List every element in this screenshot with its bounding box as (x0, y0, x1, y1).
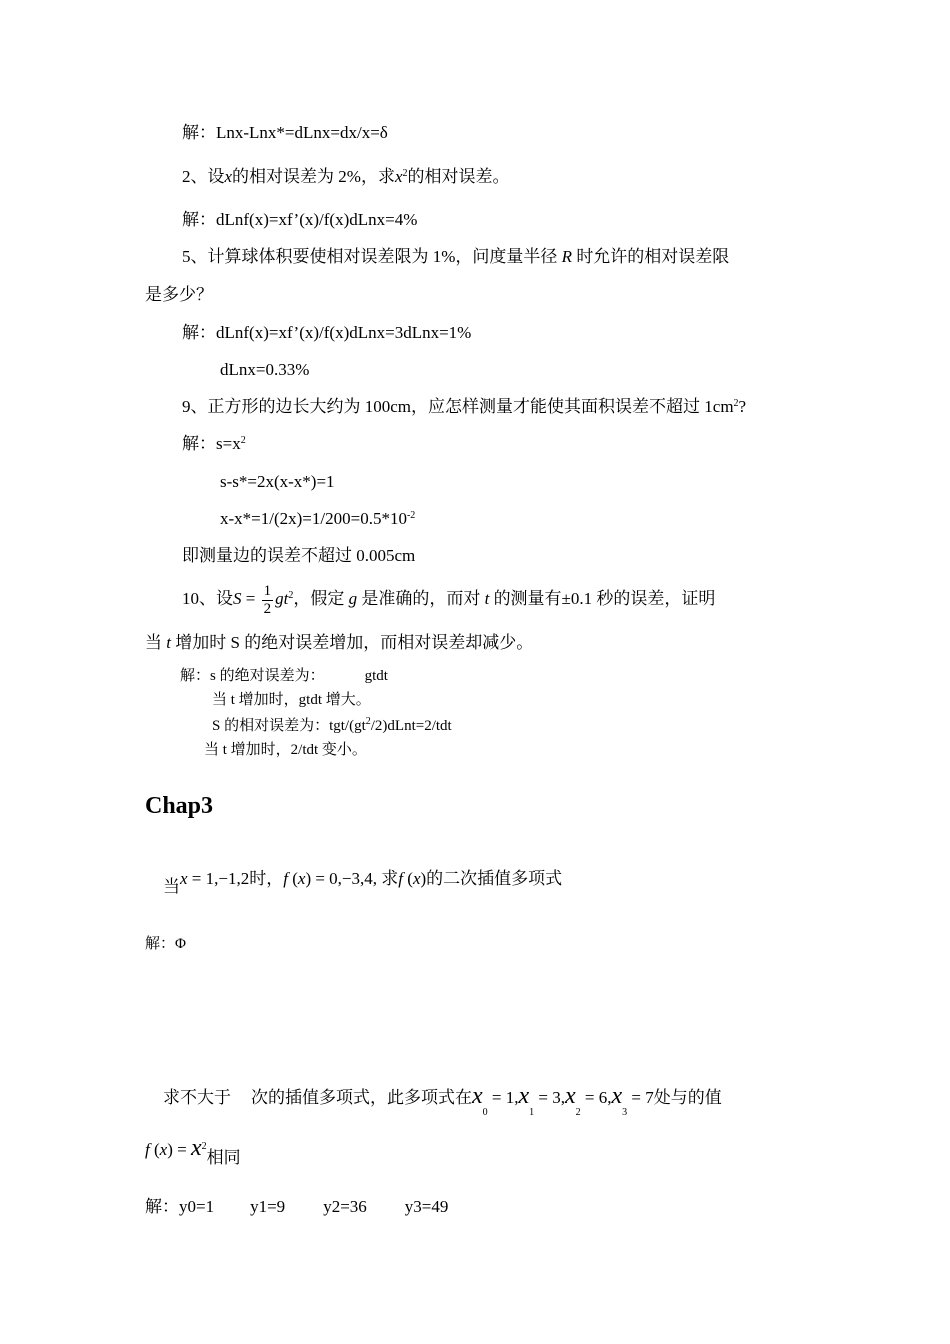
var-f: f (398, 869, 404, 888)
answer-2: 解：dLnf(x)=xf’(x)/f(x)dLnx=4% (182, 210, 418, 229)
answer-10-line4: 当 t 增加时，2/tdt 变小。 (204, 742, 367, 758)
chap3-answer-1: 解：Φ (145, 936, 186, 952)
q9-text-a: 9、正方形的边长大约为 100cm，应怎样测量才能使其面积误差不超过 1cm (182, 397, 734, 416)
var-x3: x (611, 1083, 623, 1109)
var-x: x (159, 1140, 168, 1159)
q2-text-b: 的相对误差为 2%，求 (232, 167, 395, 186)
q5-text-b: 时允许的相对误差限 (576, 247, 730, 266)
cq1-paren2: ( (403, 869, 413, 888)
answer-9 (182, 433, 246, 455)
question-5 (182, 246, 729, 268)
answer-10-line3 (212, 716, 452, 736)
answer-9-line2: s-s*=2x(x-x*)=1 (220, 472, 335, 491)
var-g: g (348, 589, 358, 608)
val-x2: = 6, (580, 1088, 612, 1107)
val-x0: = 1, (487, 1088, 519, 1107)
answer-9-line3 (220, 508, 415, 530)
var-x-big: x (190, 1135, 202, 1161)
a9-l3-text: x-x*=1/(2x)=1/200=0.5*10 (220, 509, 407, 528)
sub-3: 3 (622, 1107, 628, 1118)
fraction-denominator: 2 (263, 600, 272, 617)
cq1-paren: ( (287, 869, 298, 888)
sub-0: 0 (482, 1107, 488, 1118)
var-x2: x (565, 1083, 576, 1109)
cq1-text-b: = 1,−1,2时， (187, 869, 284, 888)
fraction-numerator: 1 (263, 582, 272, 599)
answer-5-line2: dLnx=0.33% (220, 360, 310, 379)
var-x: x (224, 167, 233, 186)
chap3-question-1 (163, 868, 563, 896)
var-t: t (166, 633, 171, 652)
ans-y0: 解：y0=1 (145, 1197, 215, 1216)
q5-text-a: 5、计算球体积要使相对误差限为 1%，问度量半径 (182, 247, 558, 266)
sup-2: 2 (733, 398, 739, 409)
q10c-text-a: 当 (145, 633, 162, 652)
ans-y2: y2=36 (323, 1197, 367, 1216)
a9-text: 解：s=x (182, 434, 241, 453)
var-S: S (233, 589, 242, 608)
answer-10-line1 (180, 666, 388, 686)
a10-l1-text-b: gtdt (364, 668, 388, 684)
ans-y1: y1=9 (250, 1197, 286, 1216)
sub-1: 1 (529, 1107, 535, 1118)
sup-neg2: -2 (406, 510, 416, 521)
cq3-paren: ( (149, 1140, 160, 1159)
cq2-text-c: 处与的值 (653, 1088, 722, 1107)
sup-2: 2 (365, 716, 371, 727)
question-10 (182, 578, 715, 620)
var-x: x (180, 869, 188, 888)
line-p1: 解：Lnx-Lnx*=dLnx=dx/x=δ (182, 123, 388, 142)
sup-2: 2 (402, 168, 408, 179)
cq1-text-d: ) = 0,−3,4, 求 (305, 869, 399, 888)
q2-text-c: 的相对误差。 (407, 167, 510, 186)
var-x: x (297, 869, 306, 888)
val-x3: = 7 (627, 1088, 654, 1107)
cq1-text-a: 当 (163, 877, 180, 896)
chap3-answer-2 (145, 1196, 448, 1218)
cq2-text-b: 次的插值多项式，此多项式在 (251, 1088, 472, 1107)
var-f: f (283, 869, 288, 888)
question-9 (182, 396, 746, 418)
cq2-text-a: 求不大于 (163, 1088, 231, 1107)
cq1-text-g: )的二次插值多项式 (420, 869, 563, 888)
answer-9-conclusion: 即测量边的误差不超过 0.005cm (182, 546, 416, 565)
var-f: f (145, 1140, 150, 1159)
a10-l3-text-a: S 的相对误差为：tgt/(gt (212, 718, 366, 734)
a10-l1-text-a: 解：s 的绝对误差为： (180, 668, 325, 684)
var-x2: x (394, 167, 403, 186)
val-x1: = 3, (534, 1088, 565, 1107)
section-heading: Chap3 (145, 793, 214, 819)
sup-2: 2 (288, 590, 294, 601)
answer-10-line2: 当 t 增加时，gtdt 增大。 (212, 692, 371, 708)
question-5-cont: 是多少？ (145, 285, 213, 304)
q10c-text-b: 增加时 S 的绝对误差增加，而相对误差却减少。 (175, 633, 534, 652)
var-x: x (412, 869, 421, 888)
var-x1: x (518, 1083, 530, 1109)
sup-2: 2 (240, 435, 246, 446)
chap3-question-2-cont (145, 1130, 241, 1168)
q10-text-d: 的测量有±0.1 秒的误差，证明 (493, 589, 716, 608)
fraction-half (262, 583, 274, 618)
q2-text-a: 2、设 (182, 167, 225, 186)
var-R: R (561, 247, 573, 266)
cq3-text-c: 相同 (206, 1148, 241, 1167)
sub-2: 2 (575, 1107, 581, 1118)
q9-text-b: ? (738, 397, 747, 416)
var-gt: gt (275, 589, 289, 608)
var-t: t (484, 589, 490, 608)
sup-2: 2 (201, 1141, 207, 1152)
answer-5: 解：dLnf(x)=xf’(x)/f(x)dLnx=3dLnx=1% (182, 323, 472, 342)
equals: = (241, 589, 260, 608)
q10-text-c: 是准确的，而对 (361, 589, 481, 608)
q10-text-b: ，假定 (293, 589, 345, 608)
chap3-question-2 (163, 1076, 722, 1118)
a10-l3-text-b: /2)dLnt=2/tdt (370, 718, 452, 734)
cq3-eq: ) = (167, 1140, 191, 1159)
q10-text-a: 10、设 (182, 589, 233, 608)
question-10-cont (145, 632, 533, 654)
var-x0: x (472, 1083, 483, 1109)
ans-y3: y3=49 (404, 1197, 449, 1216)
question-2 (182, 166, 510, 188)
